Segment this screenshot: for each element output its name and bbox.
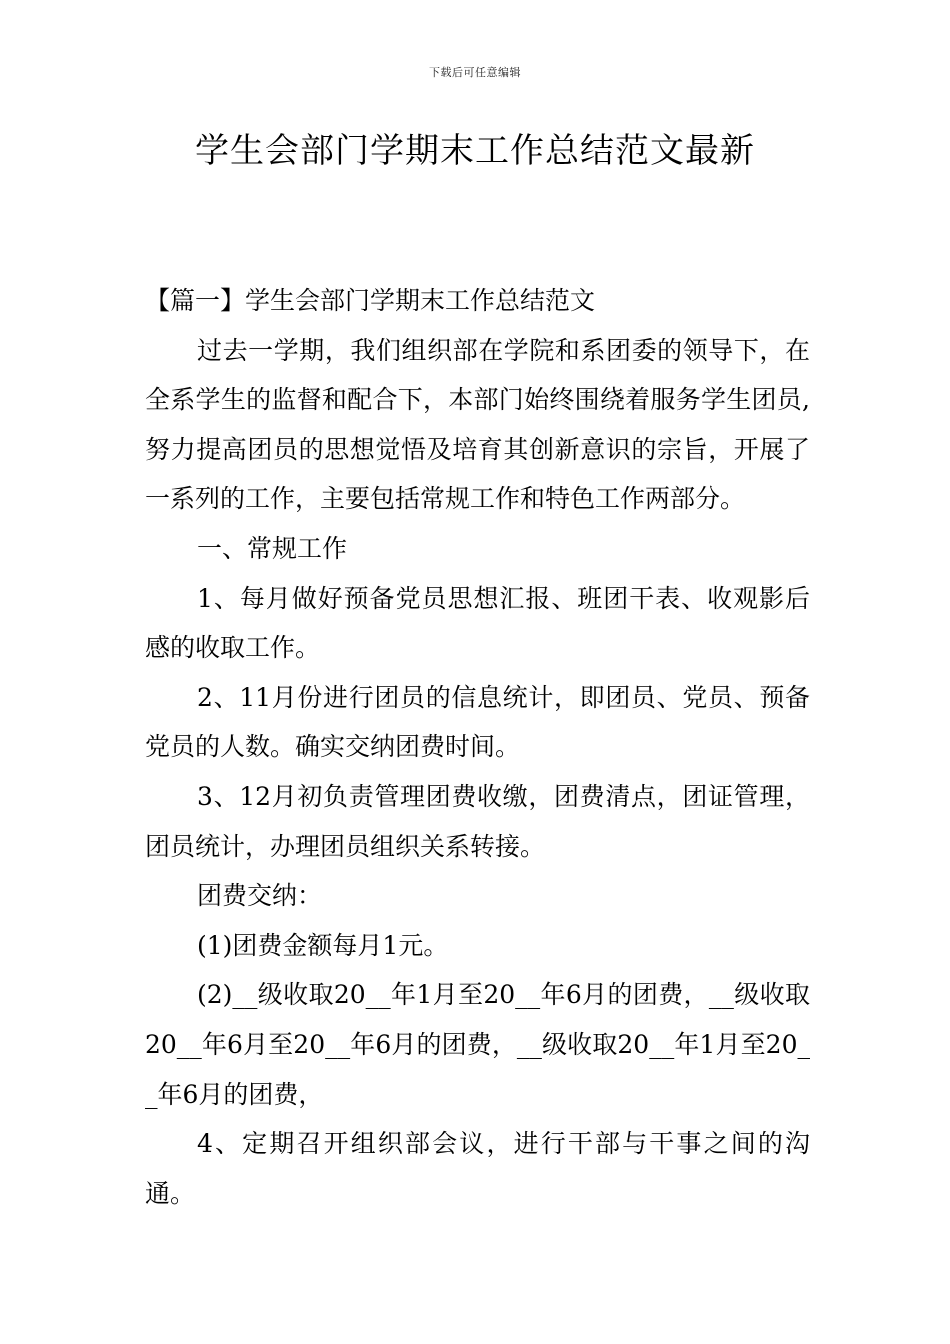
- paragraph-subheading-routine-work: 一、常规工作: [197, 533, 348, 563]
- paragraph-fee-2: (2)__级收取20__年1月至20__年6月的团费，__级收取20__年6月至20__年6月的团费，__级收取20__年1月至20__年6月的团费，: [145, 980, 810, 1109]
- paragraph-fee-heading: 团费交纳：: [197, 881, 323, 911]
- page-header-note: 下载后可任意编辑: [429, 66, 521, 79]
- section-heading: 【篇一】学生会部门学期末工作总结范文: [145, 286, 596, 315]
- document-body: [145, 276, 810, 1218]
- paragraph-item-3: 3、12月初负责管理团费收缴，团费清点，团证管理，团员统计，办理团员组织关系转接。: [145, 781, 810, 861]
- document-title: 学生会部门学期末工作总结范文最新: [195, 131, 755, 171]
- paragraph-item-2: 2、11月份进行团员的信息统计，即团员、党员、预备党员的人数。确实交纳团费时间。: [145, 682, 810, 762]
- paragraph-fee-1: (1)团费金额每月1元。: [197, 930, 449, 960]
- paragraph-item-1: 1、每月做好预备党员思想汇报、班团干表、收观影后感的收取工作。: [145, 583, 810, 663]
- paragraph-item-4: 4、定期召开组织部会议，进行干部与干事之间的沟通。: [145, 1129, 810, 1208]
- paragraph-intro: 过去一学期，我们组织部在学院和系团委的领导下，在全系学生的监督和配合下，本部门始终围绕着服务学生团员,努力提高团员的思想觉悟及培育其创新意识的宗旨，开展了一系列的工作，主要包括常规工作和特色工作两部分。: [145, 335, 810, 514]
